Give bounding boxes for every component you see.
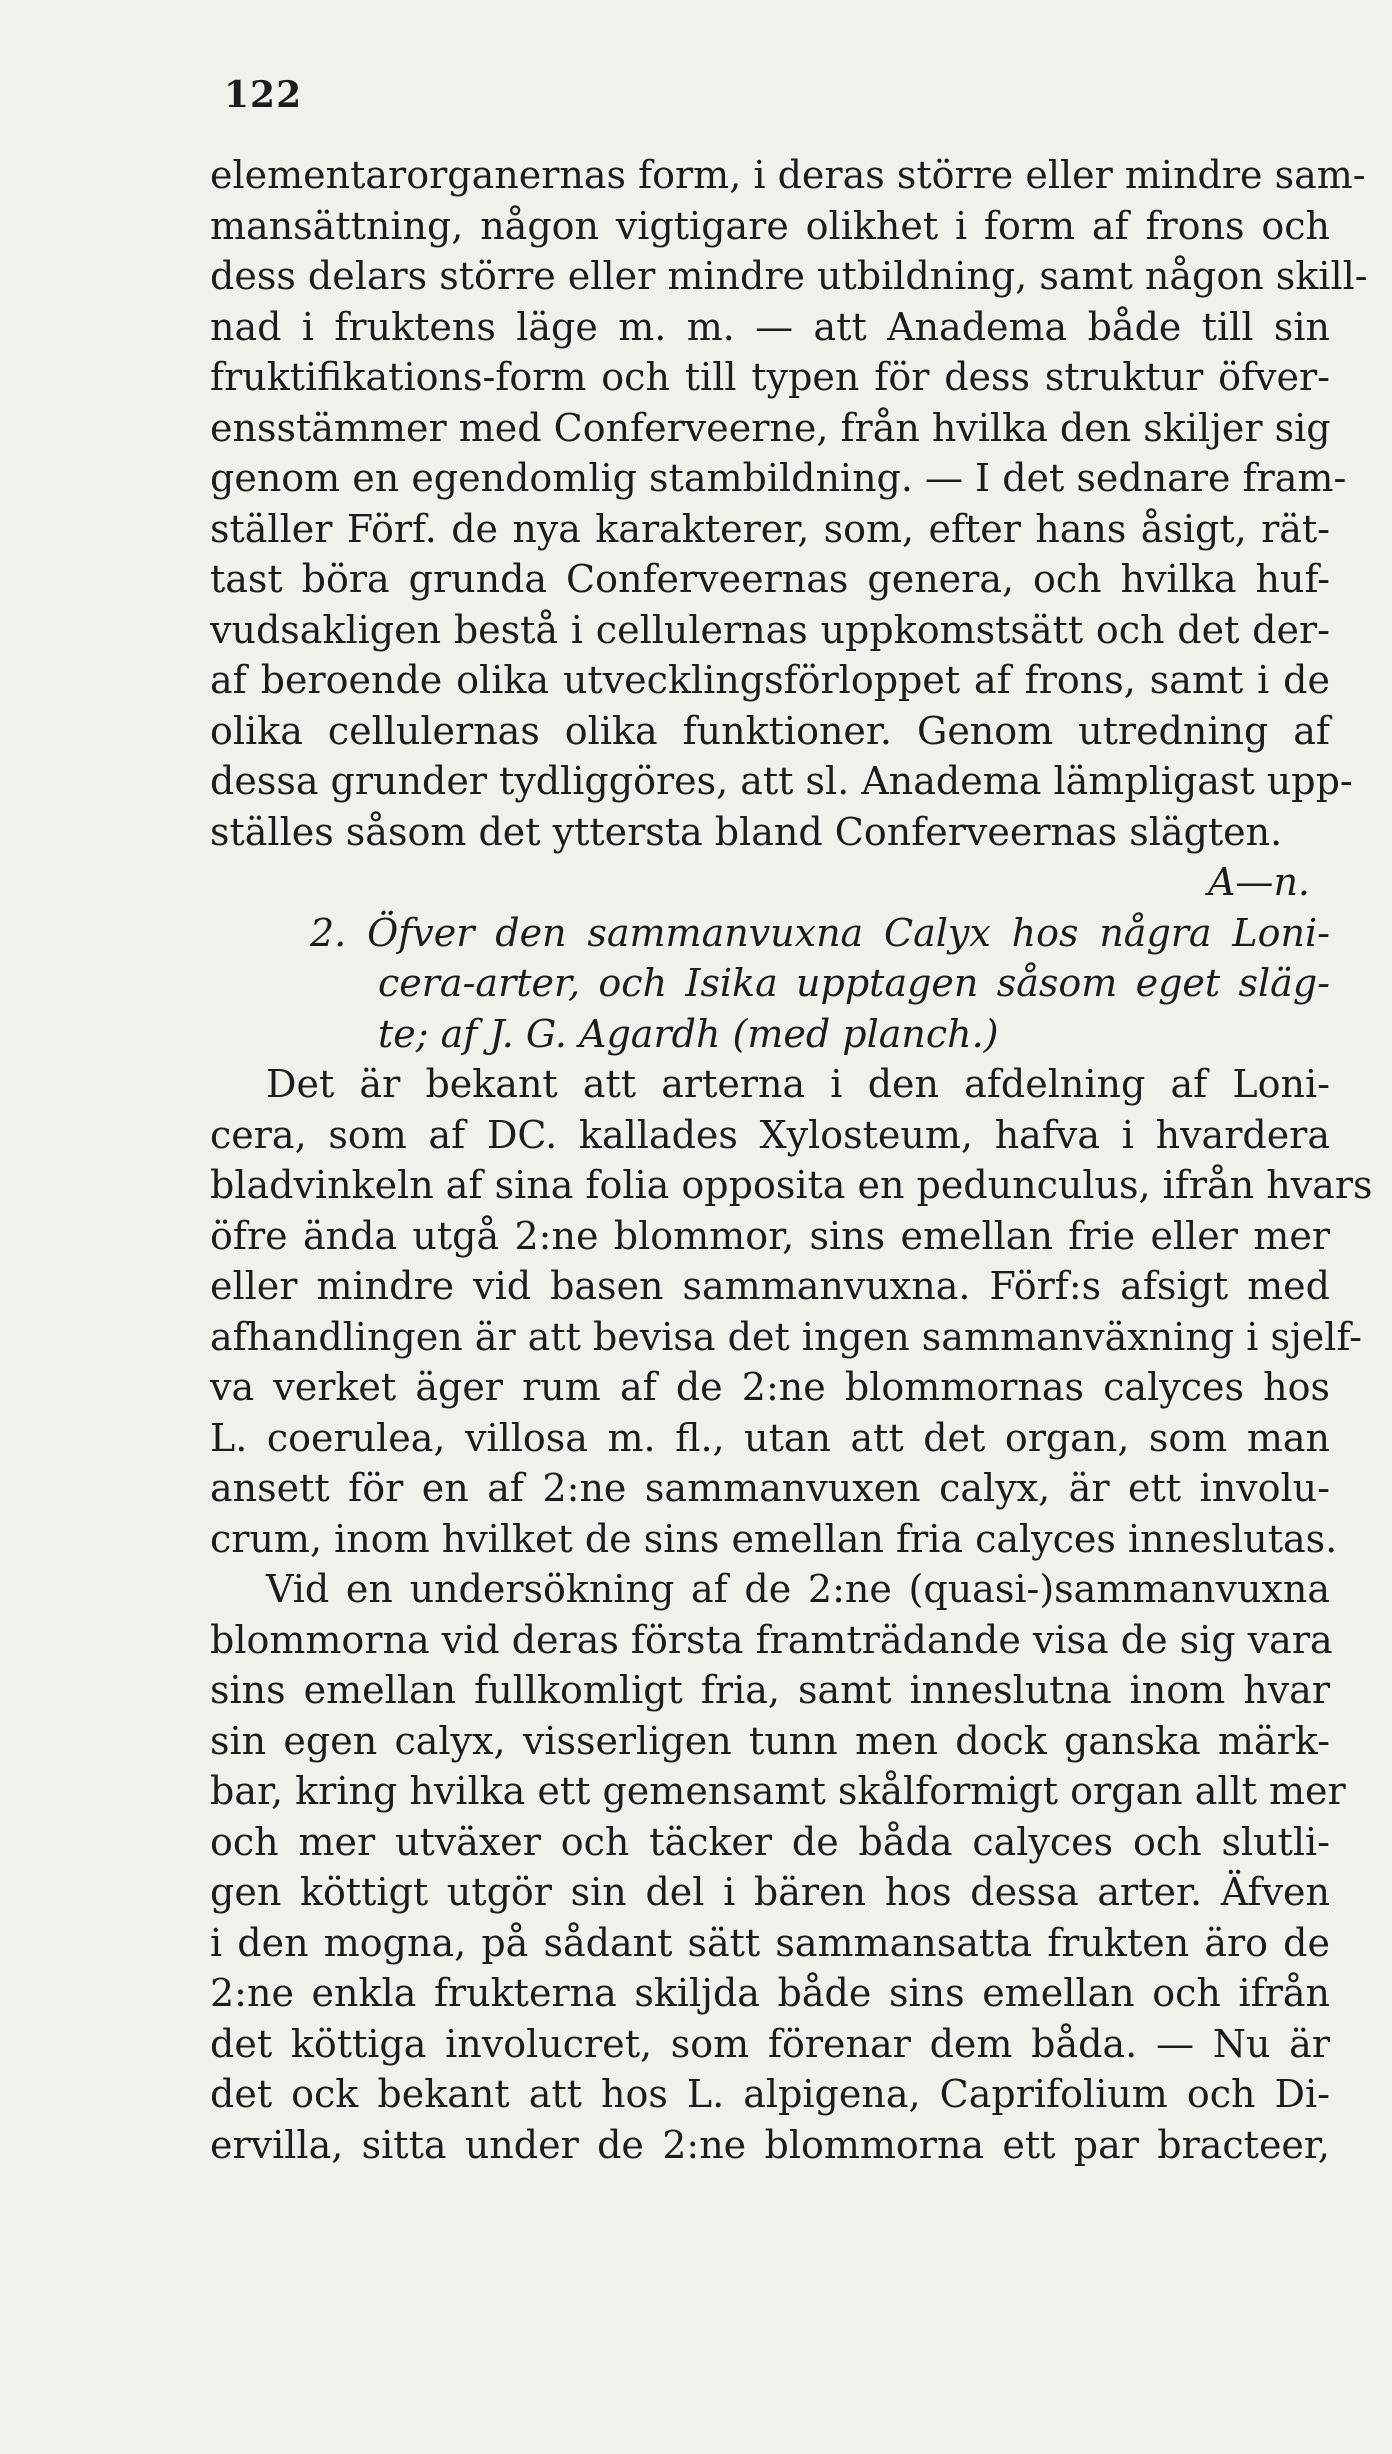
text-line: tast böra grunda Conferveernas genera, och hvilka huf-: [210, 557, 1330, 601]
text-line: öfre ända utgå 2:ne blommor, sins emellan frie eller mer: [210, 1213, 1330, 1258]
text-line: blommorna vid deras första framträdande visa de sig vara: [210, 1617, 1333, 1662]
text-line: cera, som af DC. kallades Xylosteum, hafva i hvardera: [210, 1112, 1330, 1157]
text-line: det köttiga involucret, som förenar dem båda. — Nu är: [210, 2021, 1330, 2066]
text-line: genom en egendomlig stambildning. — I det sednare fram-: [210, 456, 1347, 500]
text-line: elementarorganernas form, i deras större eller mindre sam-: [210, 153, 1366, 197]
text-line: bar, kring hvilka ett gemensamt skålformigt organ allt mer: [210, 1769, 1346, 1813]
heading-line: cera-arter, och Isika upptagen såsom eget släg-: [378, 961, 1330, 1005]
body-text: [210, 150, 1373, 2170]
text-line: ställes såsom det yttersta bland Conferveernas slägten.: [210, 809, 1283, 854]
text-line: L. coerulea, villosa m. fl., utan att det organ, som man: [210, 1415, 1330, 1460]
text-line: Det är bekant att arterna i den afdelning af Loni-: [266, 1062, 1330, 1106]
paragraph-2: [210, 1059, 1373, 1564]
text-line: ansett för en af 2:ne sammanvuxen calyx, är ett involu-: [210, 1466, 1330, 1510]
text-line: ställer Förf. de nya karakterer, som, efter hans åsigt, rät-: [210, 506, 1330, 551]
text-line: bladvinkeln af sina folia opposita en pedunculus, ifrån hvars: [210, 1163, 1373, 1207]
paragraph-1: [210, 150, 1368, 908]
paragraph-3: [210, 1564, 1346, 2170]
text-line: ervilla, sitta under de 2:ne blommorna ett par bracteer,: [210, 2122, 1330, 2167]
text-line: eller mindre vid basen sammanvuxna. Förf:s afsigt med: [210, 1264, 1330, 1308]
heading-line: te; af J. G. Agardh (med planch.): [378, 1011, 999, 1056]
author-signature: A—n.: [1208, 860, 1310, 904]
text-line: mansättning, någon vigtigare olikhet i form af frons och: [210, 203, 1330, 248]
text-line: af beroende olika utvecklingsförloppet af frons, samt i de: [210, 658, 1330, 702]
text-line: nad i fruktens läge m. m. — att Anadema både till sin: [210, 304, 1330, 349]
text-line: sin egen calyx, visserligen tunn men dock ganska märk-: [210, 1718, 1330, 1763]
text-line: och mer utväxer och täcker de båda calyces och slutli-: [210, 1819, 1330, 1864]
text-line: det ock bekant att hos L. alpigena, Caprifolium och Di-: [210, 2072, 1330, 2116]
text-line: sins emellan fullkomligt fria, samt inneslutna inom hvar: [210, 1668, 1330, 1712]
heading-line: 2. Öfver den sammanvuxna Calyx hos några Loni-: [310, 910, 1330, 955]
page-number: 122: [224, 74, 303, 116]
text-line: 2:ne enkla frukterna skiljda både sins emellan och ifrån: [210, 1971, 1330, 2015]
text-line: i den mogna, på sådant sätt sammansatta frukten äro de: [210, 1920, 1330, 1965]
text-line: va verket äger rum af de 2:ne blommornas calyces hos: [210, 1365, 1330, 1409]
text-line: dessa grunder tydliggöres, att sl. Anadema lämpligast upp-: [210, 759, 1353, 803]
text-line: Vid en undersökning af de 2:ne (quasi-)sammanvuxna: [266, 1567, 1330, 1611]
text-line: ensstämmer med Conferveerne, från hvilka den skiljer sig: [210, 405, 1331, 450]
text-line: gen köttigt utgör sin del i bären hos dessa arter. Äfven: [210, 1870, 1330, 1914]
text-line: afhandlingen är att bevisa det ingen sammanväxning i sjelf-: [210, 1314, 1362, 1359]
text-line: olika cellulernas olika funktioner. Genom utredning af: [210, 708, 1330, 753]
text-line: dess delars större eller mindre utbildning, samt någon skill-: [210, 254, 1368, 298]
text-line: fruktifikations-form och till typen för dess struktur öfver-: [210, 355, 1330, 399]
text-line: crum, inom hvilket de sins emellan fria calyces inneslutas.: [210, 1516, 1338, 1561]
text-line: vudsakligen bestå i cellulernas uppkomstsätt och det der-: [210, 607, 1330, 652]
section-heading: [210, 908, 1330, 1060]
